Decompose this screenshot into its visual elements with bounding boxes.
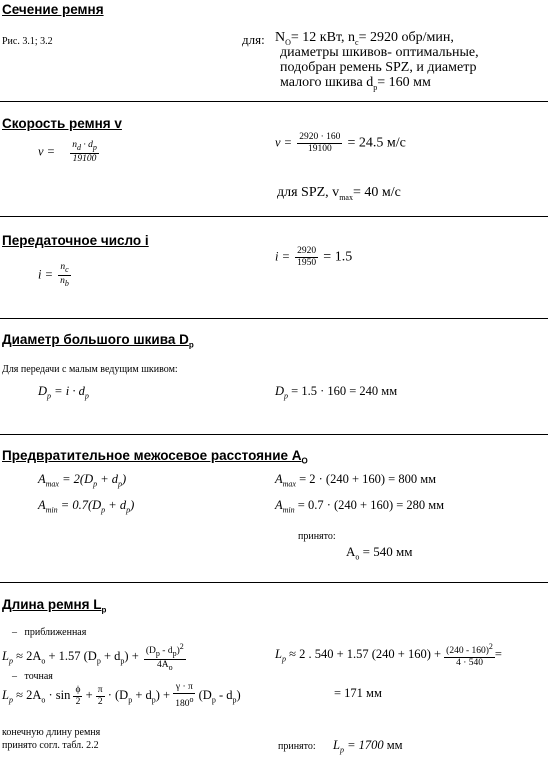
divider: [0, 216, 548, 217]
given-line-4: малого шкива $d_p= 160$ мм: [280, 75, 431, 92]
exact-label: – точная: [12, 671, 53, 682]
given-line-1: $N_O= 12$ кВт, $n_c= 2920$ обр/мин,: [275, 30, 454, 47]
figure-reference: Рис. 3.1; 3.2: [2, 36, 53, 47]
heading-center-distance: Предвратительное межосевое расстояние $A_O$: [2, 448, 308, 466]
dp-calculation: $D_p = 1.5 \cdot 160 = 240$ мм: [275, 384, 398, 401]
amax-calculation: $A_{max} = 2 \cdot (240 + 160) = 800$ мм: [275, 472, 437, 489]
ratio-formula: i = $\frac{n_c}{n_b}$: [38, 262, 69, 288]
final-length-value: $L_p = 1700$ мм: [333, 738, 403, 755]
exact-formula: $L_p \approx 2A_o \cdot \sin$ $\frac{\phi}{2}$ + $\frac{\pi}{2}$ · $(D_p + d_p)$ + $\frac{\gamma \cdot \pi}{180^o}$ $(D_p - d_p)$: [2, 682, 241, 710]
speed-formula: v = $\frac{n_d \cdot d_p}{19100}$: [38, 140, 97, 164]
approx-label: – приближенная: [12, 627, 87, 638]
divider: [0, 101, 548, 102]
heading-gear-ratio: Передаточное число i: [2, 233, 149, 248]
approx-formula: $L_p \approx 2A_o + 1.57$ $(D_p + d_p)$ + $\frac{(D_p - d_p)^2}{4A_o}$: [2, 642, 184, 672]
final-length-note-2: принято согл. табл. 2.2: [2, 740, 99, 751]
accepted-ao: $A_o = 540$ мм: [346, 544, 413, 562]
amin-calculation: $A_{min} = 0.7 \cdot (240 + 160) = 280$ мм: [275, 498, 445, 515]
ratio-calculation: i = $\frac{2920}{1950}$ = 1.5: [275, 246, 353, 268]
accepted-label: принято:: [298, 531, 336, 542]
divider: [0, 434, 548, 435]
given-line-2: диаметры шкивов- оптимальные,: [280, 45, 479, 60]
exact-result: = 171 мм: [334, 686, 382, 700]
heading-belt-speed: Скорость ремня v: [2, 116, 122, 131]
approx-calculation: $L_p \approx 2$ . 540 + 1.57 (240 + 160) + $\frac{(240 - 160)^2}{4 \cdot 540}$ =: [275, 642, 502, 669]
final-length-note-1: конечную длину ремня: [2, 727, 101, 738]
given-line-3: подобран ремень SPZ, и диаметр: [280, 60, 477, 75]
amax-formula: $A_{max} = 2(D_p + d_p)$: [38, 472, 127, 489]
final-accepted-label: принято:: [278, 741, 316, 752]
heading-belt-section: Сечение ремня: [2, 2, 104, 17]
divider: [0, 582, 548, 583]
heading-belt-length: Длина ремня $L_p$: [2, 597, 107, 615]
amin-formula: $A_{min} = 0.7(D_p + d_p)$: [38, 498, 135, 515]
spz-max-speed: для SPZ, $v_{max}= 40$ м/с: [277, 185, 401, 202]
heading-large-pulley-diameter: Диаметр большого шкива $D_p$: [2, 332, 194, 350]
dp-formula: $D_p = i \cdot d_p$: [38, 384, 89, 401]
speed-calculation: v = $\frac{2920 \cdot 160}{19100}$ = 24.5 м/с: [275, 132, 406, 154]
dlya-label: для:: [242, 32, 265, 47]
divider: [0, 318, 548, 319]
small-pulley-note: Для передачи с малым ведущим шкивом:: [2, 364, 178, 375]
